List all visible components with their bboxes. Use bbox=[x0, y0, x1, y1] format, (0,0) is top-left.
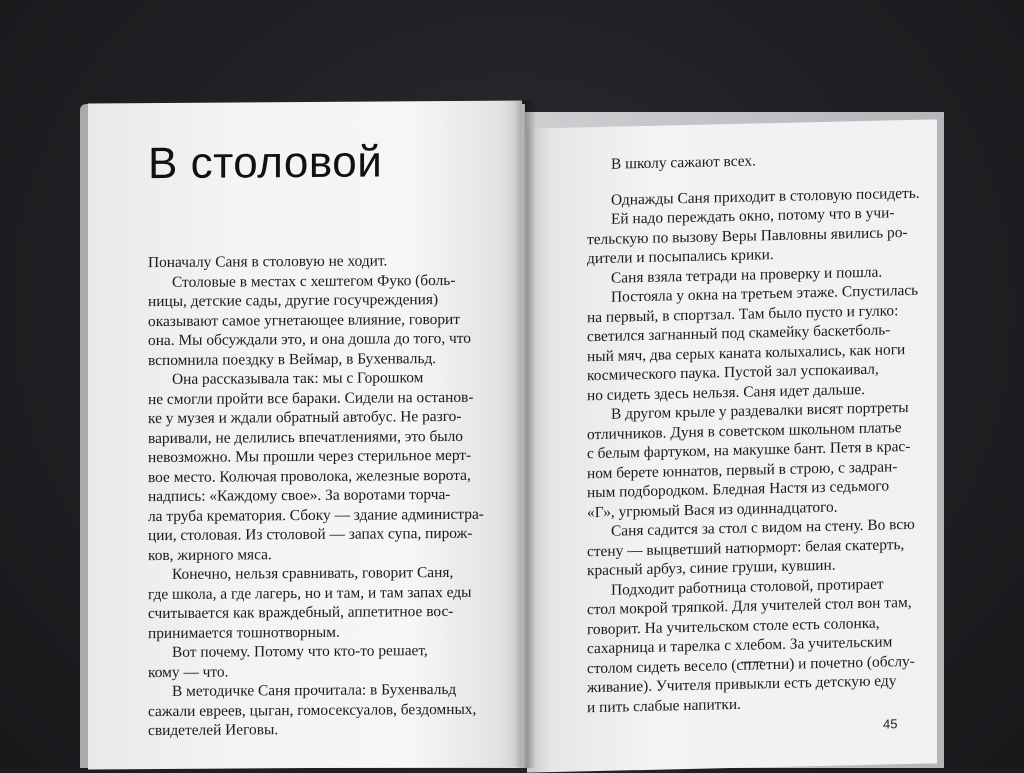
text-line: отличников. Дуня в советском школьном платье bbox=[587, 418, 902, 443]
text-line: надпись: «Каждому свое». За воротами торча- bbox=[148, 485, 451, 506]
text-line: ции, столовая. Из столовой — запах супа, пирож- bbox=[148, 524, 473, 545]
text-line: светился загнанный под скамейку баскетболь- bbox=[587, 321, 891, 346]
book-gutter bbox=[514, 100, 536, 768]
text-line: «Г», угрюмый Вася из одиннадцатого. bbox=[587, 498, 838, 521]
text-line: сажали евреев, цыган, гомосексуалов, бездомных, bbox=[148, 700, 477, 720]
text-line: дители и посыпались крики. bbox=[587, 246, 774, 268]
text-line: Столовые в местах с хештегом Фуко (боль- bbox=[172, 271, 456, 291]
text-line: она. Мы обсуждали это, и она дошла до того, что bbox=[148, 329, 471, 350]
text-line: Постояла у окна на третьем этаже. Спустилась bbox=[611, 281, 919, 306]
text-line: красный арбуз, синие груши, кувшин. bbox=[587, 556, 836, 580]
text-line: Подходит работница столовой, протирает bbox=[611, 575, 884, 599]
text-line: Однажды Саня приходит в столовую посидеть. bbox=[611, 184, 920, 209]
left-page bbox=[88, 100, 522, 769]
text-line: ный мяч, два серых каната колыхались, как ноги bbox=[587, 340, 906, 365]
text-line: с белым фартуком, на макушке бант. Петя в крас- bbox=[587, 437, 911, 463]
text-line: считывается как враждебный, аппетитное вос- bbox=[148, 602, 454, 623]
text-line: Вот почему. Потому что кто-то решает, bbox=[172, 642, 428, 661]
text-line: где школа, а где лагерь, но и там, и там запах еды bbox=[148, 583, 472, 603]
page-number: 45 bbox=[883, 716, 898, 732]
text-line: В другом крыле у раздевалки висят портреты bbox=[611, 398, 909, 423]
text-line: В школу сажают всех. bbox=[611, 152, 756, 173]
text-line: говорит. На учительском столе есть солонка, bbox=[587, 614, 880, 638]
text-line: Саня взяла тетради на проверку и пошла. bbox=[611, 263, 883, 287]
left-page-text bbox=[148, 251, 493, 741]
text-line: вспомнила поездку в Веймар, в Бухенвальд. bbox=[148, 349, 437, 369]
text-line: ницы, детские сады, другие госучреждения) bbox=[148, 291, 439, 311]
text-line: принимается тошнотворным. bbox=[148, 623, 340, 642]
text-line: В методичке Саня прочитала: в Бухенвальд bbox=[172, 680, 457, 700]
text-line: и пить слабые напитки. bbox=[587, 695, 741, 716]
text-line: тельскую по вызову Веры Павловны явились ро- bbox=[587, 223, 908, 248]
text-line: не смогли пройти все бараки. Сидели на останов- bbox=[148, 388, 474, 408]
text-line: свидетелей Иеговы. bbox=[148, 721, 279, 740]
right-page bbox=[527, 119, 937, 772]
text-line: но сидеть здесь нельзя. Саня идет дальше. bbox=[587, 380, 866, 404]
right-page-text bbox=[587, 148, 920, 717]
text-line: кому — что. bbox=[148, 663, 229, 681]
text-line: космического паука. Пустой зал успокаивал, bbox=[587, 360, 879, 385]
text-line: Ей надо переждать окно, потому что в учи- bbox=[611, 204, 895, 228]
text-line: столом сидеть весело (сплетни) и почетно (обслу- bbox=[587, 652, 915, 677]
text-line: на первый, в спортзал. Там было пусто и гулко: bbox=[587, 301, 899, 326]
text-line: Поначалу Саня в столовую не ходит. bbox=[148, 252, 388, 272]
text-line: живание). Учителя привыкли есть детскую еду bbox=[587, 672, 897, 697]
text-line: стол мокрой тряпкой. Для учителей стол вон там, bbox=[587, 593, 912, 619]
text-line: варивали, не делились впечатлениями, это было bbox=[148, 427, 463, 447]
text-line: ном берете юннатов, первый в строю, с задран- bbox=[587, 457, 898, 482]
text-line: ным подбородком. Бледная Настя из седьмого bbox=[587, 477, 890, 502]
text-line: вое место. Колючая проволока, железные ворота, bbox=[148, 466, 471, 486]
text-line: невозможно. Мы прошли через стерильное мерт- bbox=[148, 446, 472, 467]
text-line: стену — выцветший натюрморт: белая скатерть, bbox=[587, 535, 905, 560]
text-line: ков, жирного мяса. bbox=[148, 545, 272, 564]
text-line: ке у музея и ждали обратный автобус. Не разго- bbox=[148, 407, 462, 428]
text-line: оказывают самое угнетающее влияние, говорит bbox=[148, 310, 460, 330]
text-line: Конечно, нельзя сравнивать, говорит Саня, bbox=[172, 563, 454, 583]
text-line: Саня садится за стол с видом на стену. Во всю bbox=[611, 515, 915, 540]
text-line: ла труба крематория. Сбоку — здание администра- bbox=[148, 505, 484, 525]
text-line: сахарница и тарелка с хлебом. За учительским bbox=[587, 633, 893, 658]
text-line: Она рассказывала так: мы с Горошком bbox=[172, 369, 424, 388]
chapter-title: В столовой bbox=[148, 137, 383, 189]
